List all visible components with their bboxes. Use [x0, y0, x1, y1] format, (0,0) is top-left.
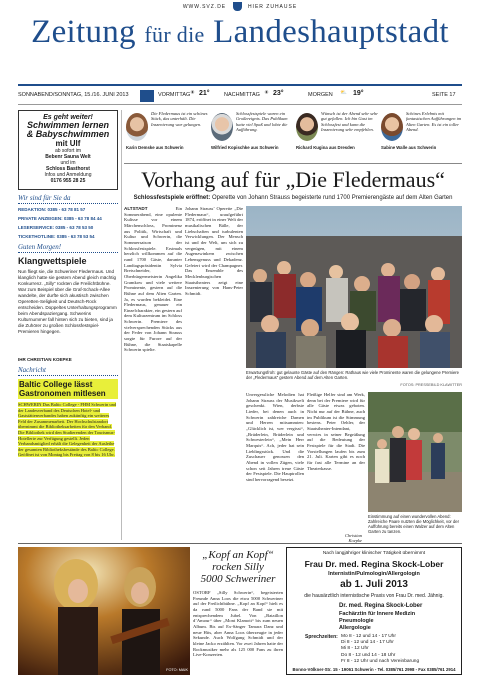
article-column-2 [185, 206, 243, 540]
preview-name: Richard Kugina aus Dresden [296, 145, 355, 150]
ad-line: Es geht weiter! [43, 114, 93, 121]
ad-line: Bebenr Sauna Welt [45, 154, 91, 160]
subline-kicker: Schlossfestspiele eröffnet: [133, 195, 211, 201]
ad-line: Schloss Basthorst [46, 166, 90, 172]
ad-line: Schwimmen lernen [26, 120, 110, 130]
preview-name: Karin Demske aus Schwerin [126, 145, 184, 150]
masthead-rule [18, 84, 462, 86]
doctor-ad-specialty: Internistin/Pulmologin/Allergologin [328, 571, 420, 577]
hours-row: Di 8 - 12 und 14 - 17 Uhr [341, 640, 394, 646]
morgen-label: MORGEN [308, 92, 333, 98]
concert-body: OSTORF „Silly Schwerin“, begeisterten Freunde Anna Loos die etwa 5000 Schweriner auf der Freilichtbühne. „Kopf an Kopf“ hielt es da rund 5000 Fans der Band sie mit entsprechendem Jubel. Von „Bataillon d’Amour“ über „Mont Klamott“ bis zum neuen Album. Bis auf Ex-Sänger Tamara Danz und neue Hits, aber Anna Loos überzeugte in jeder Sekunde. Auch Wolfgang Schmidt und der kleine Jacko erzählten. Vor zwei Jahren hatte der Rockmusiker mehr als 125 000 Fans zu ihren Live-Konzerten. [193, 590, 283, 658]
contact-item: TICKETHOTLINE: 0385 - 63 78 53 54 [18, 234, 95, 239]
doctor-ad-address: Bonno-Völkner-Str. 15 - 19061 Schwerin - Tel. 0385/761 2998 - Fax 0385/761 2914 [292, 667, 456, 672]
doctor-ad-name2: Dr. med. Regina Skock-Lober [339, 603, 423, 609]
portrait-photo [211, 113, 233, 141]
news-heading: Nachricht [18, 366, 118, 376]
subline-text: Operette von Johann Strauss begeisterte rund 1700 Premierengäste auf dem Alten Garten [211, 195, 453, 201]
concert-photo-graphic [18, 547, 190, 675]
concert-headline-line: 5000 Schweriner [200, 573, 276, 585]
nachmittag-label: NACHMITTAG [224, 92, 260, 98]
infobar-rule [18, 104, 462, 105]
voice-preview [296, 111, 380, 157]
article-author: Christian Koepke [344, 533, 362, 543]
article-column-3 [246, 392, 304, 540]
portrait-photo [381, 113, 403, 141]
preview-quote: Wünsch ist der Abend sehr sehr gut gefallen. Ich bin Gast im Schlossfest und kann die Inszenierung sehr empfehlen. [321, 111, 379, 133]
preview-quote: Schönes Erlebnis mit fantastischen Aufführungen im Alten Garten. Es ist ein toller Abend. [406, 111, 462, 133]
doctor-ad-intro: Nach langjähriger klinischer Tätigkeit übernimmt [322, 551, 426, 556]
doctor-ad [286, 547, 462, 675]
news-title: Baltic College lässt Gastronomen mitlesen [18, 379, 118, 399]
masthead-topline [0, 2, 480, 11]
dancers-photo [368, 392, 462, 512]
voice-preview [211, 111, 295, 157]
article-text: Johann Strauss’ Operette „Die Fledermaus“, uraufgeführt 1874, eröffnet in einer Welt der musikalischen Bälle, der Liebschaften und turbulenten Verwicklungen. Der Mensch ist und der Welt, um sich zu vergnügen, mit einem Augenzwinkern zwischen Lebensgenuss und Dekadenz. Gefeiert wird der Champagner. Das Ensemble des Mecklenburgischen Staatstheaters zeigt eine Inszenierung von Hans-Peter Schmidt. [185, 206, 243, 296]
morgen-temp: 19° [353, 90, 364, 97]
sun-icon: ☀ [190, 90, 195, 96]
concert-headline-line: „Kopf an Kopf“ [202, 549, 274, 561]
preview-name: Sabine Walle aus Schwerin [381, 145, 437, 150]
news-body [18, 402, 118, 458]
column-title: Klangwettspiele [18, 256, 87, 266]
morning-heading: Guten Morgen! [18, 243, 118, 253]
portrait-photo [296, 113, 318, 141]
cloud-sun-icon: ⛅ [340, 90, 347, 96]
dancers-photo-caption: Einstimmung auf einen wundervollen Abend: Zahlreiche Paare nutzten die Möglichkeit, vor der Aufführung bereits einen Walzer auf dem Alten Garten zu tanzen. [368, 514, 460, 534]
masthead-tagline: HIER ZUHAUSE [247, 3, 298, 10]
doctor-ad-description: die hausärztlich internistische Praxis von Frau Dr. med. Jähnig. [304, 593, 444, 599]
article-text: Fleißige Helfer sind am Werk, denn bei der Premiere wird für alle Gäste etwas geboten. Nicht nur auf der Bühne, auch im Publikum ist die Stimmung bestens. Peter Oehler, der Staatstheater-Intendant, verwies in seiner Begrüßung auf die Bedeutung der Festspiele für die Stadt. Die Vorstellungen laufen bis zum 21. Juli. Karten gibt es noch für fast alle Termine an der Theaterkasse. [307, 392, 365, 471]
caption-text: Erwartungsfroh: gut gelaunte Gäste auf den Rängen: Rathaus wie viele Prominente waren die gelungene Premiere der „Fledermaus“ gestern Abend auf dem Alten Garten. [246, 370, 459, 380]
ad-line: Infos und Anmeldung [44, 172, 92, 178]
vormittag-temp: 21° [199, 90, 210, 97]
concert-photo [18, 547, 190, 675]
article-dateline: ALTSTADT [124, 206, 148, 211]
doctor-ad-field: Allergologie [339, 625, 371, 631]
preview-quote: Die Fledermaus ist ein schönes Stück, das unterhält. Die Inszenierung war gelungen. [151, 111, 208, 127]
doctor-ad-date: ab 1. Juli 2013 [340, 579, 408, 590]
doctor-ad-hours-label: Sprechzeiten: [305, 634, 338, 640]
column-body: Nun fliegt sie, die Schweriner Fledermaus. Und klanglich hatte sie gestern Abend gleich mächtig Konkurrenz. „Silly“ rockten die Freilichtbühne. War zum Beispiel über die Graf-Schack-Allee wandelte, der durfte sich akustisch zwischen Operetten-Seligkeit und Deutsch-Rock entscheiden. Doppeltes Unterhaltungsprogramm beim Abendspaziergang. Schwerins Kulturnummer fall hinten sich zu bieten, sind ja die Zuhörer zu großen Schlossfestspiel-Premieren hingegen. [18, 269, 117, 334]
audience-photo [246, 206, 462, 368]
swim-ad [18, 110, 118, 190]
weather-bar-accent [140, 90, 154, 102]
ad-line: mit Ulf [55, 139, 81, 148]
voice-preview [381, 111, 465, 157]
concert-headline-line: rocken Silly [212, 561, 264, 573]
issue-date: SONNABEND/SONNTAG, 15./16. JUNI 2013 [18, 92, 129, 98]
article-subline [124, 195, 462, 201]
bottom-rule [18, 543, 462, 544]
contact-item: REDAKTION: 0385 - 63 78 81 57 [18, 207, 86, 212]
sun-icon: ☀ [264, 90, 269, 96]
portrait-photo [126, 113, 148, 141]
ad-line: und im [60, 160, 76, 166]
ad-phone: 0176 955 28 25 [50, 178, 86, 184]
hours-row: Do 8 - 12 und 14 - 18 Uhr [341, 652, 396, 658]
audience-photo-graphic [246, 206, 462, 368]
photo-credit: FOTOS: PRESSEBILD KLAWITTER [400, 383, 462, 387]
concert-photo-credit: FOTO: MAIK [166, 668, 188, 672]
doctor-ad-hours [341, 634, 419, 665]
ad-line: & Babyschwimmen [26, 129, 110, 139]
nachmittag-temp: 23° [273, 90, 284, 97]
column-author: IHR CHRISTIAN KOEPKE [18, 357, 72, 362]
article-text: Unvergessliche Melodien hat Johann Strauss der Musikwelt geschenkt. Wien, derbste Lieder, bei denen auch in Schwerin zahlreiche Damen und Herren mitsummten: „Glücklich ist, wer vergisst“, „Brüderlein, Brüderlein und Schwesterlein“, „Mein Herr Marquis“. Ach, jeder hat sein Lieblingsstück. Und die Zuschauer genossen den Abend in vollen Zügen, viele schon seit Jahren treue Gäste der Festspiele. Die Hauptrollen sind hervorragend besetzt. [246, 392, 304, 482]
article-text: Ein Sommerabend, eine opulente Kulisse vor einem Märchenschloss, Prominenz aus Politik, Wirtschaft und Kultur und Schwerin, die Sommersaison der Schlossfestspiele. Erstmals herzlich willkommen auf die rund 1700 Gäste, darunter Landtagspräsidentin Sylvia Bretschneider, Oberbürgermeisterin Angelika Gramkow und viele weitere Prominente, gestern auf die Bühne auf dem Alten Garten. Ja, es wurden bekleidet. Eine Fledermaus, genauer ein Einzelcharakter, ein gestern auf dem Kulturzentrum im Schloss Schwerin. Premiere des vielversprechenden Stücks aus der Feder von Johann Strauss sorgte für Furore auf der Bühne, die Staatskapelle Schwerin spielte. [124, 206, 182, 353]
masthead-title-part1: Zeitung [31, 14, 136, 50]
ad-line: ab sofort im [54, 148, 82, 154]
doctor-ad-field: Pneumologie [339, 618, 374, 624]
article-rule [124, 163, 462, 164]
news-body-text: SCHWERIN Das Baltic College - FHM Schwerin und der Landesverband des Deutschen Hotel- und Gaststättenverbandes haben zukünftig ein weiteres Feld der Zusammenarbeit. Der Hochschulstandort übernimmt die Bibliotheksarbeiten für den Verband. Die Bibliothek wird den Studierenden der Tourismus-Hotellerie zur Verfügung gestellt. Jeden Verbandsmitglied erhält die Gelegenheit der Ausleihe der gesamten Bibliotheksbestände des Baltic College. Geöffnet ist von Montag bis Freitag von 8 bis 16 Uhr. [18, 402, 117, 458]
contact-heading: Wir sind für Sie da [18, 194, 118, 204]
concert-headline [193, 549, 283, 585]
page-number: SEITE 17 [432, 92, 456, 98]
masthead-url: WWW.SVZ.DE [182, 3, 227, 10]
contact-item: PRIVATE ANZEIGEN: 0385 - 63 78 84 44 [18, 216, 102, 221]
voice-preview [126, 111, 210, 157]
article-headline: Vorhang auf für „Die Fledermaus“ [141, 167, 445, 192]
vormittag-label: VORMITTAG [158, 92, 191, 98]
hours-row: Fr 8 - 12 Uhr und nach Vereinbarung [341, 658, 420, 664]
preview-quote: Schlossfestspiele waren ein Großereignis. Das Publikum hatte viel Spaß und lobte die Aufführung. [236, 111, 288, 133]
doctor-ad-field: Fachärztin für Innere Medizin [339, 611, 416, 617]
article-column-1 [124, 206, 182, 540]
masthead-title-small: für die [144, 22, 205, 47]
preview-name: Wilfried Kopischke aus Schwerin [211, 145, 279, 150]
column-divider [121, 110, 122, 540]
dancers-photo-graphic [368, 392, 462, 512]
weather-bar [18, 90, 462, 102]
article-column-4 [307, 392, 365, 540]
masthead-title-part2: Landeshauptstadt [213, 14, 449, 50]
contact-item: LESERSERVICE: 0385 - 63 78 53 50 [18, 225, 94, 230]
doctor-ad-name: Frau Dr. med. Regina Skock-Lober [304, 559, 444, 569]
coat-of-arms-icon [233, 2, 242, 11]
audience-photo-caption [246, 370, 462, 380]
hours-row: Mi 8 - 12 Uhr [341, 646, 369, 652]
masthead-title [0, 14, 480, 51]
left-sidebar [18, 110, 118, 458]
contact-list [18, 207, 118, 239]
hours-row: Mo 8 - 12 und 14 - 17 Uhr [341, 634, 396, 639]
